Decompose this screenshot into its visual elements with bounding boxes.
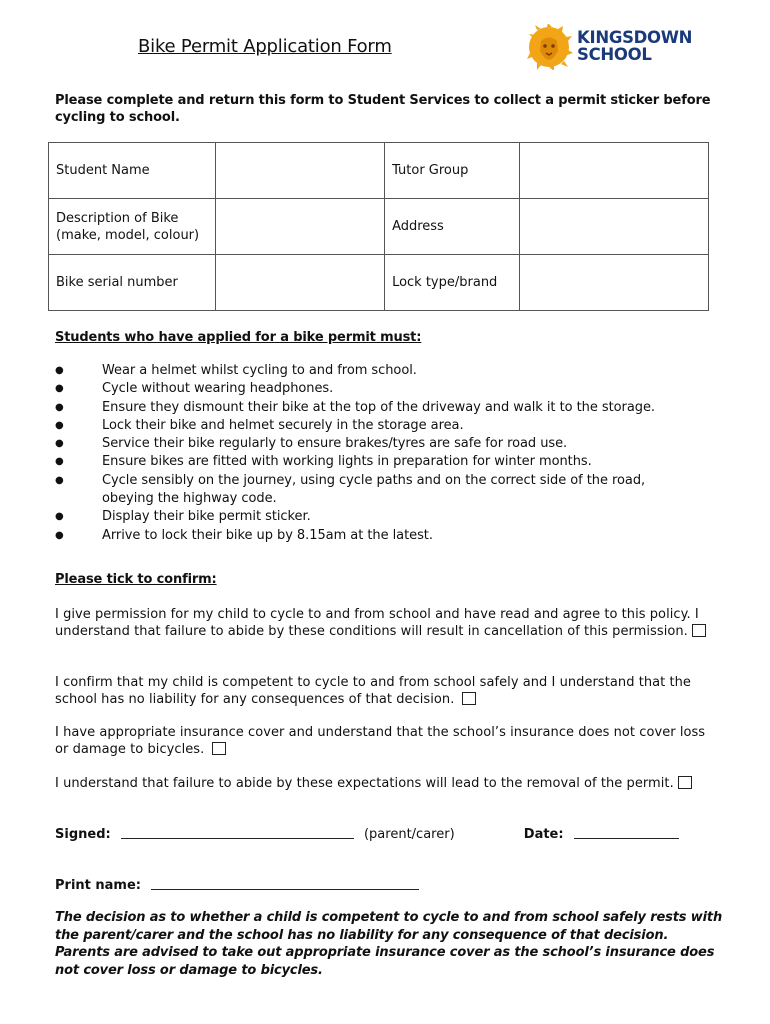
- permission-statement: I give permission for my child to cycle to and from school and have read and agree to this policy. I understand that failure to abide by these conditions will result in cancellation of this permission.: [55, 606, 720, 640]
- details-table: [48, 142, 709, 311]
- competence-checkbox[interactable]: [462, 692, 476, 705]
- intro-text: Please complete and return this form to Student Services to collect a permit sticker before cycling to school.: [55, 93, 711, 125]
- list-item: ● Ensure bikes are fitted with working lights in preparation for winter months.: [55, 453, 725, 471]
- print-name-line[interactable]: [151, 877, 419, 890]
- address-field[interactable]: [519, 199, 708, 255]
- lock-type-label: Lock type/brand: [385, 255, 520, 311]
- tutor-group-label: Tutor Group: [385, 143, 520, 199]
- signature-line[interactable]: [121, 826, 354, 839]
- bike-description-field[interactable]: [216, 199, 385, 255]
- liability-note: The decision as to whether a child is competent to cycle to and from school safely rests with the parent/carer and the school has no liability for any consequence of that decision. Parents are advised to take out appropriate insurance cover as the school’s insurance does not cover loss or damage to bicycles.: [55, 910, 723, 978]
- list-item: ● Cycle without wearing headphones.: [55, 380, 725, 398]
- bullet-icon: ●: [55, 474, 64, 486]
- bike-description-label: Description of Bike (make, model, colour): [49, 199, 216, 255]
- tutor-group-field[interactable]: [519, 143, 708, 199]
- table-row: [49, 143, 709, 199]
- rules-heading: Students who have applied for a bike permit must:: [55, 330, 422, 345]
- competence-statement: I confirm that my child is competent to cycle to and from school safely and I understand that the school has no liability for any consequences of that decision.: [55, 675, 691, 707]
- permission-checkbox[interactable]: [692, 624, 706, 637]
- insurance-statement: I have appropriate insurance cover and understand that the school’s insurance does not cover loss or damage to bicycles.: [55, 725, 706, 757]
- expectations-checkbox[interactable]: [678, 776, 692, 789]
- print-name-row: [55, 877, 720, 893]
- list-item: ● Wear a helmet whilst cycling to and from school.: [55, 362, 725, 380]
- logo-line-1: KINGSDOWN: [577, 28, 693, 47]
- serial-number-field[interactable]: [216, 255, 385, 311]
- list-item: ● Service their bike regularly to ensure brakes/tyres are safe for road use.: [55, 435, 725, 453]
- logo-line-2: SCHOOL: [577, 45, 652, 64]
- list-item: ● Display their bike permit sticker.: [55, 508, 725, 526]
- bullet-icon: ●: [55, 365, 64, 376]
- insurance-checkbox[interactable]: [212, 742, 226, 755]
- list-item: ● Cycle sensibly on the journey, using cycle paths and on the correct side of the road, obeying the highway code.: [55, 472, 646, 507]
- bullet-icon: ●: [55, 511, 64, 523]
- lock-type-field[interactable]: [519, 255, 708, 311]
- table-row: [49, 255, 709, 311]
- student-name-field[interactable]: [216, 143, 385, 199]
- bullet-icon: ●: [55, 529, 64, 541]
- list-item: ● Arrive to lock their bike up by 8.15am at the latest.: [55, 527, 725, 545]
- serial-number-label: Bike serial number: [49, 255, 216, 311]
- bullet-icon: ●: [55, 438, 64, 450]
- bullet-icon: ●: [55, 419, 64, 431]
- date-label: Date:: [523, 827, 564, 842]
- expectations-statement: I understand that failure to abide by these expectations will lead to the removal of the permit.: [55, 775, 745, 792]
- bullet-icon: ●: [55, 401, 64, 413]
- address-label: Address: [385, 199, 520, 255]
- signed-label: Signed:: [55, 827, 111, 842]
- tick-heading: Please tick to confirm:: [55, 572, 217, 587]
- lion-icon: [527, 24, 573, 70]
- date-line[interactable]: [574, 826, 679, 839]
- bullet-icon: ●: [55, 456, 64, 468]
- list-item: ● Ensure they dismount their bike at the top of the driveway and walk it to the storage.: [55, 399, 725, 417]
- bullet-icon: ●: [55, 383, 64, 395]
- list-item: ● Lock their bike and helmet securely in the storage area.: [55, 417, 725, 435]
- student-name-label: Student Name: [49, 143, 216, 199]
- signature-row: [55, 826, 720, 842]
- rules-list: [55, 362, 725, 545]
- school-logo: [527, 24, 707, 70]
- table-row: [49, 199, 709, 255]
- parent-carer-label: (parent/carer): [363, 827, 455, 842]
- page-title: Bike Permit Application Form: [138, 36, 392, 57]
- print-name-label: Print name:: [55, 878, 141, 893]
